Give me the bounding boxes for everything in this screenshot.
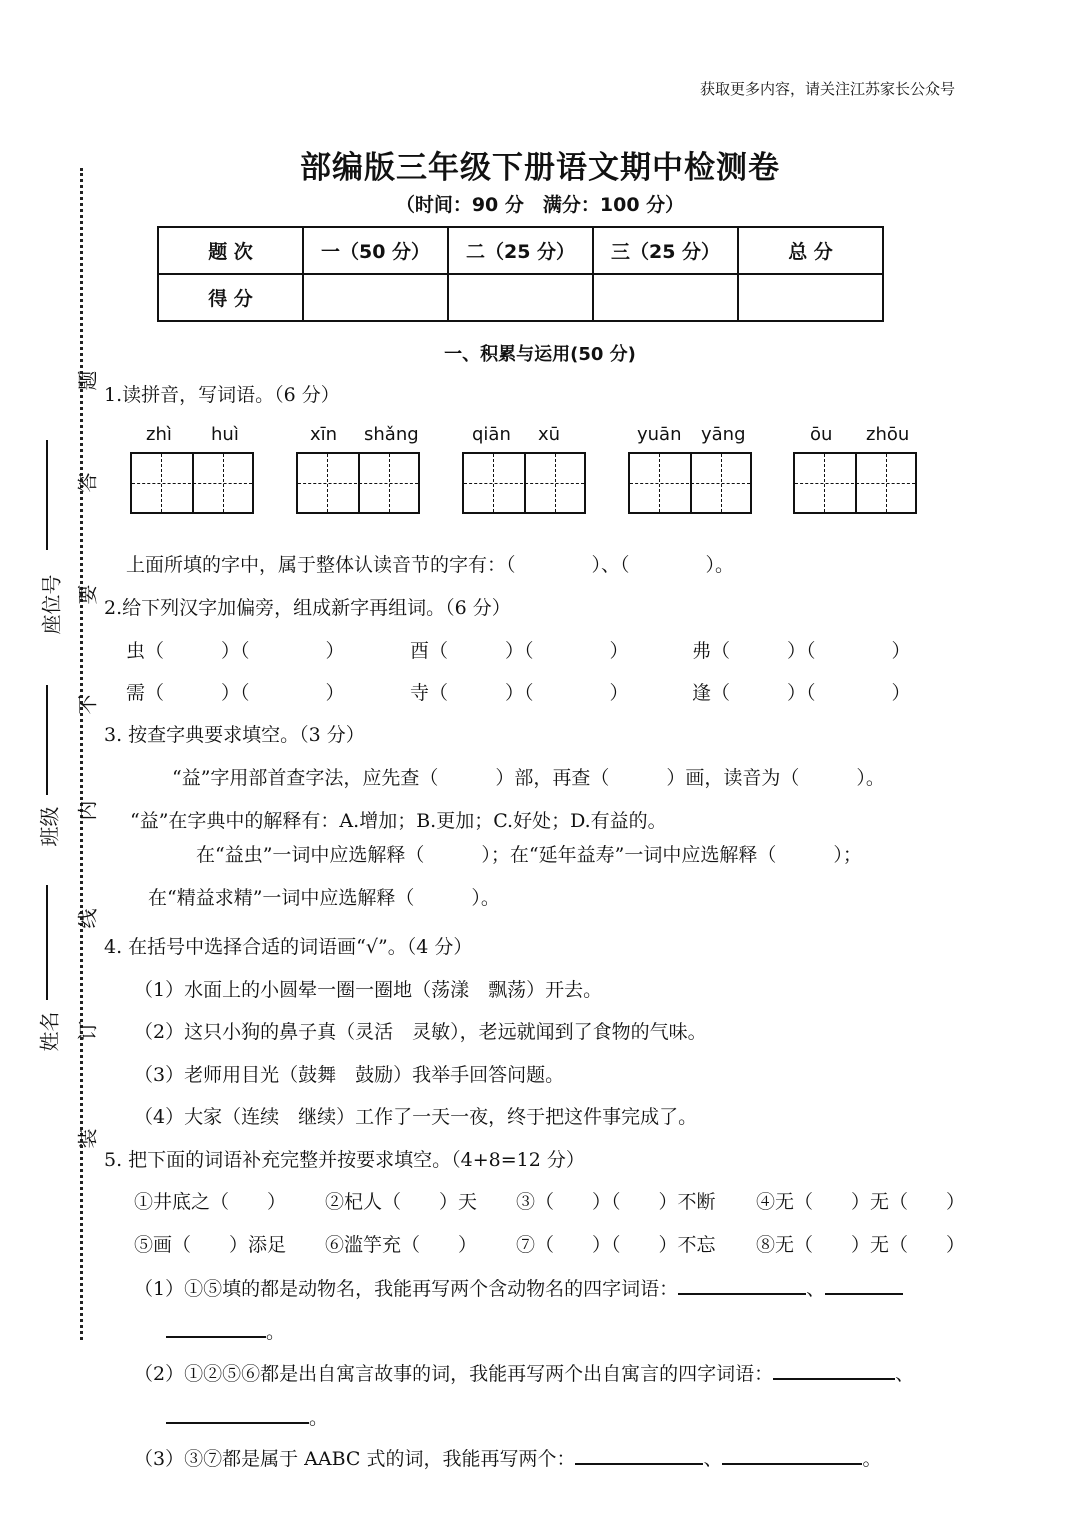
question-5-sub1-text: （1）①⑤填的都是动物名，我能再写两个含动物名的四字词语： bbox=[134, 1278, 679, 1300]
radical-item: 寺（ ）（ ） bbox=[410, 682, 629, 704]
pinyin: huì bbox=[211, 424, 239, 445]
answer-blank[interactable] bbox=[575, 1443, 703, 1465]
question-5-sub1-cont bbox=[166, 1316, 285, 1344]
pinyin: ōu bbox=[810, 424, 833, 445]
writing-grid[interactable] bbox=[296, 452, 420, 514]
section-title: 一、积累与运用(50 分) bbox=[444, 344, 636, 365]
question-3-line: “益”在字典中的解释有：A.增加；B.更加；C.好处；D.有益的。 bbox=[130, 810, 667, 832]
answer-blank[interactable] bbox=[825, 1273, 903, 1295]
score-blank-cell[interactable] bbox=[448, 274, 593, 321]
question-5-sub2-text: （2）①②⑤⑥都是出自寓言故事的词，我能再写两个出自寓言的四字词语： bbox=[134, 1363, 774, 1385]
question-5-sub2 bbox=[134, 1358, 914, 1386]
binding-char: 订 bbox=[75, 1020, 100, 1041]
binding-char: 不 bbox=[75, 694, 100, 715]
name-underline[interactable] bbox=[46, 885, 48, 1000]
question-3-line: 在“精益求精”一词中应选解释（ ）。 bbox=[148, 887, 500, 909]
answer-blank[interactable] bbox=[722, 1443, 862, 1465]
score-row-label: 得 分 bbox=[158, 274, 303, 321]
question-4-item: （2）这只小狗的鼻子真（灵活 灵敏），老远就闻到了食物的气味。 bbox=[134, 1021, 707, 1043]
radical-item: 需（ ）（ ） bbox=[126, 682, 345, 704]
score-header-cell: 题 次 bbox=[158, 227, 303, 274]
radical-item: 酉（ ）（ ） bbox=[410, 640, 629, 662]
binding-char: 要 bbox=[75, 584, 100, 605]
pinyin: yuān bbox=[637, 424, 682, 445]
question-1-title: 1.读拼音，写词语。（6 分） bbox=[104, 384, 340, 406]
sentence-end: 。 bbox=[309, 1407, 329, 1429]
score-blank-cell[interactable] bbox=[593, 274, 738, 321]
writing-grid[interactable] bbox=[462, 452, 586, 514]
pinyin: xīn bbox=[310, 424, 338, 445]
score-table-score-row bbox=[158, 274, 883, 321]
class-underline[interactable] bbox=[46, 685, 48, 795]
answer-blank[interactable] bbox=[678, 1273, 806, 1295]
seat-label: 座位号 bbox=[39, 574, 64, 635]
question-4-title: 4. 在括号中选择合适的词语画“√”。（4 分） bbox=[104, 936, 473, 958]
pinyin: zhì bbox=[146, 424, 172, 445]
question-5-title: 5. 把下面的词语补充完整并按要求填空。（4+8=12 分） bbox=[104, 1149, 585, 1171]
writing-grid[interactable] bbox=[793, 452, 917, 514]
seat-underline[interactable] bbox=[46, 440, 48, 550]
separator: 、 bbox=[806, 1278, 826, 1300]
question-4-item: （1）水面上的小圆晕一圈一圈地（荡漾 飘荡）开去。 bbox=[134, 979, 603, 1001]
binding-char: 内 bbox=[75, 800, 100, 821]
score-header-cell: 一（50 分） bbox=[303, 227, 448, 274]
idiom-item: ③（ ）（ ）不断 bbox=[516, 1191, 716, 1213]
question-5-sub2-cont bbox=[166, 1402, 328, 1430]
binding-char: 线 bbox=[75, 908, 100, 929]
name-label: 姓名 bbox=[37, 1011, 62, 1052]
pinyin: xū bbox=[538, 424, 561, 445]
source-note: 获取更多内容，请关注江苏家长公众号 bbox=[700, 80, 956, 98]
radical-item: 弗（ ）（ ） bbox=[692, 640, 911, 662]
binding-char: 答 bbox=[75, 472, 100, 493]
question-3-line: 在“益虫”一词中应选解释（ ）；在“延年益寿”一词中应选解释（ ）； bbox=[196, 844, 862, 866]
answer-blank[interactable] bbox=[773, 1358, 895, 1380]
score-table-header-row bbox=[158, 227, 883, 274]
idiom-item: ④无（ ）无（ ） bbox=[756, 1191, 966, 1213]
answer-blank[interactable] bbox=[166, 1316, 266, 1338]
radical-item: 逢（ ）（ ） bbox=[692, 682, 911, 704]
question-4-item: （4）大家（连续 继续）工作了一天一夜，终于把这件事完成了。 bbox=[134, 1106, 698, 1128]
question-4-item: （3）老师用目光（鼓舞 鼓励）我举手回答问题。 bbox=[134, 1064, 565, 1086]
binding-char: 装 bbox=[75, 1128, 100, 1149]
question-3-title: 3. 按查字典要求填空。（3 分） bbox=[104, 724, 365, 746]
question-2-title: 2.给下列汉字加偏旁，组成新字再组词。（6 分） bbox=[104, 597, 511, 619]
score-header-cell: 总 分 bbox=[738, 227, 883, 274]
idiom-item: ①井底之（ ） bbox=[134, 1191, 287, 1213]
sentence-end: 。 bbox=[862, 1448, 882, 1470]
separator: 、 bbox=[895, 1363, 915, 1385]
idiom-item: ⑧无（ ）无（ ） bbox=[756, 1234, 966, 1256]
score-blank-cell[interactable] bbox=[738, 274, 883, 321]
idiom-item: ②杞人（ ）天 bbox=[325, 1191, 478, 1213]
idiom-item: ⑤画（ ）添足 bbox=[134, 1234, 287, 1256]
score-header-cell: 三（25 分） bbox=[593, 227, 738, 274]
question-3-line: “益”字用部首查字法，应先查（ ）部，再查（ ）画，读音为（ ）。 bbox=[172, 767, 885, 789]
writing-grid[interactable] bbox=[130, 452, 254, 514]
question-5-sub3-text: （3）③⑦都是属于 AABC 式的词，我能再写两个： bbox=[134, 1448, 576, 1470]
pinyin: yāng bbox=[701, 424, 746, 445]
score-blank-cell[interactable] bbox=[303, 274, 448, 321]
idiom-item: ⑦（ ）（ ）不忘 bbox=[516, 1234, 716, 1256]
writing-grid[interactable] bbox=[628, 452, 752, 514]
page-title: 部编版三年级下册语文期中检测卷 bbox=[300, 150, 780, 186]
pinyin: zhōu bbox=[866, 424, 910, 445]
separator: 、 bbox=[703, 1448, 723, 1470]
exam-time-score: （时间：90 分 满分：100 分） bbox=[395, 194, 685, 216]
question-5-sub3 bbox=[134, 1443, 882, 1471]
binding-char: 题 bbox=[75, 370, 100, 391]
radical-item: 虫（ ）（ ） bbox=[126, 640, 345, 662]
answer-blank[interactable] bbox=[166, 1402, 309, 1424]
class-label: 班级 bbox=[37, 806, 62, 847]
question-5-sub1 bbox=[134, 1273, 903, 1301]
pinyin: shǎng bbox=[364, 424, 419, 445]
score-table bbox=[157, 226, 884, 322]
idiom-item: ⑥滥竽充（ ） bbox=[325, 1234, 478, 1256]
score-header-cell: 二（25 分） bbox=[448, 227, 593, 274]
sentence-end: 。 bbox=[266, 1321, 286, 1343]
question-1-followup: 上面所填的字中，属于整体认读音节的字有：（ ）、（ ）。 bbox=[126, 554, 735, 576]
pinyin: qiān bbox=[472, 424, 511, 445]
